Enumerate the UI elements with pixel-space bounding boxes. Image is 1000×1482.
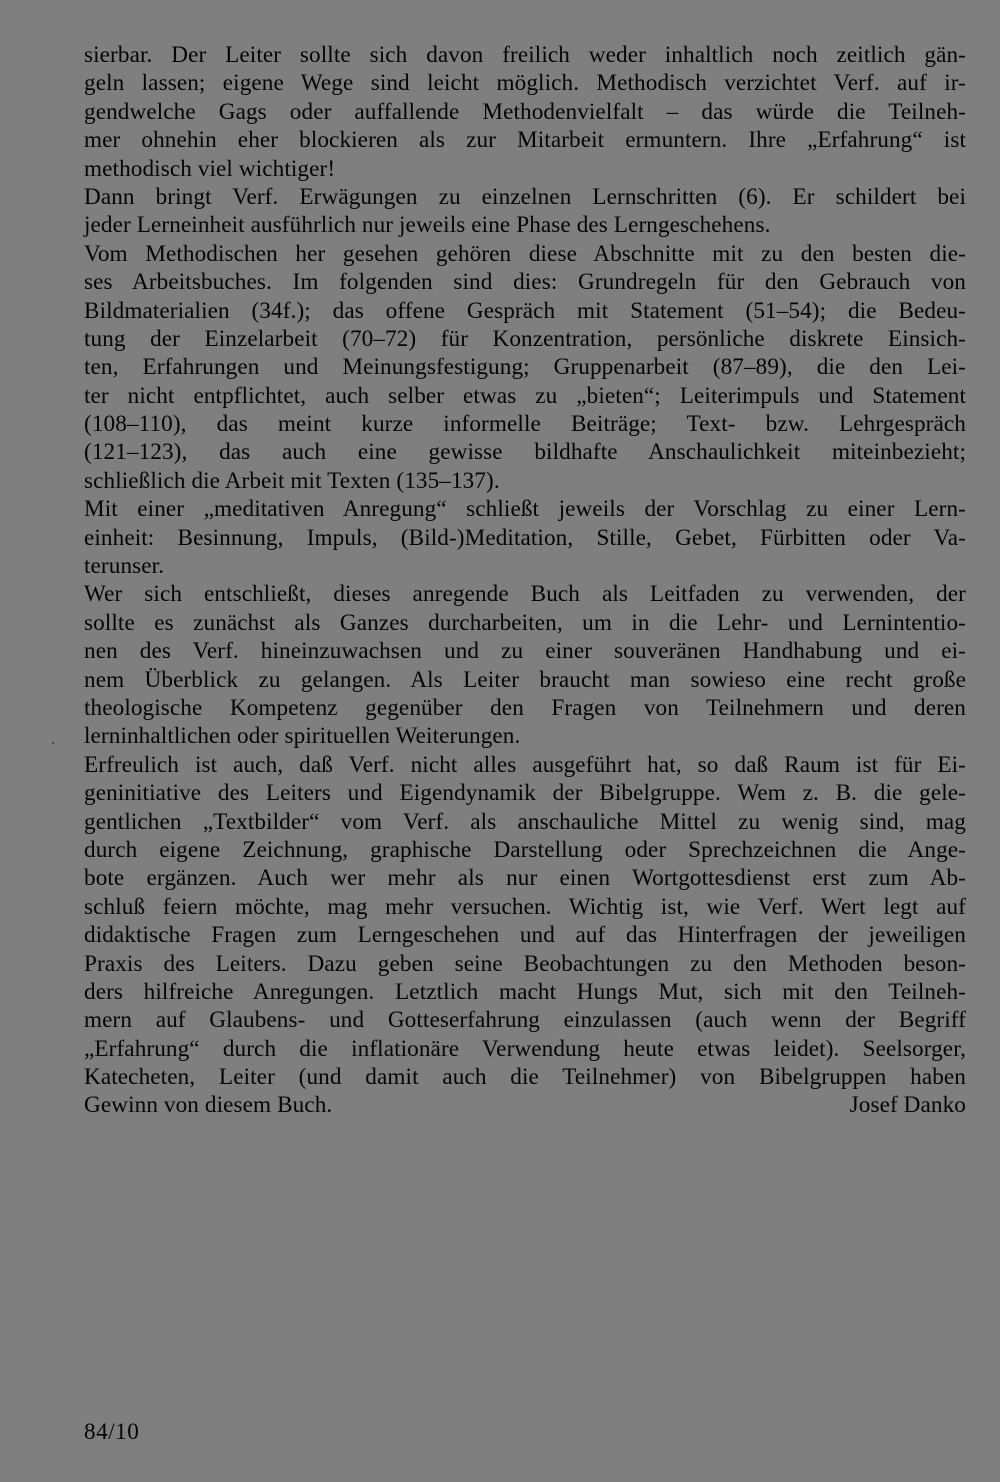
text-line: Praxis des Leiters. Dazu geben seine Beobachtungen zu den Methoden beson- [84,950,966,977]
text-line: schließlich die Arbeit mit Texten (135–137). [84,467,500,494]
author-signature: Josef Danko [849,1092,966,1119]
text-line: tung der Einzelarbeit (70–72) für Konzentration, persönliche diskrete Einsich- [84,325,966,352]
text-line: gentlichen „Textbilder“ vom Verf. als anschauliche Mittel zu wenig sind, mag [84,808,966,835]
page-number: 84/10 [84,1419,140,1445]
text-line: Dann bringt Verf. Erwägungen zu einzelnen Lernschritten (6). Er schildert bei [84,183,966,210]
text-line: nem Überblick zu gelangen. Als Leiter braucht man sowieso eine recht große [84,666,966,693]
text-line: bote ergänzen. Auch wer mehr als nur einen Wortgottesdienst erst zum Ab- [84,865,966,892]
text-line: Vom Methodischen her gesehen gehören diese Abschnitte mit zu den besten die- [84,240,966,267]
text-line: sollte es zunächst als Ganzes durcharbeiten, um in die Lehr- und Lernintentio- [84,609,966,636]
closing-text: Gewinn von diesem Buch. [84,1092,333,1119]
text-line: mer ohnehin eher blockieren als zur Mitarbeit ermuntern. Ihre „Erfahrung“ ist [84,127,966,154]
text-line: ter nicht entpflichtet, auch selber etwas zu „bieten“; Leiterimpuls und Statement [84,382,966,409]
text-line: terunser. [84,553,165,580]
text-line: Katecheten, Leiter (und damit auch die Teilnehmer) von Bibelgruppen haben [84,1064,966,1091]
scan-speck [52,742,54,744]
text-line: Wer sich entschließt, dieses anregende Buch als Leitfaden zu verwenden, der [84,581,966,608]
text-line: geninitiative des Leiters und Eigendynamik der Bibelgruppe. Wem z. B. die gele- [84,780,966,807]
text-line: „Erfahrung“ durch die inflationäre Verwendung heute etwas leidet). Seelsorger, [84,1035,966,1062]
text-line: (121–123), das auch eine gewisse bildhafte Anschaulichkeit miteinbezieht; [84,439,966,466]
text-line: sierbar. Der Leiter sollte sich davon freilich weder inhaltlich noch zeitlich gän- [84,42,966,68]
text-line: ses Arbeitsbuches. Im folgenden sind dies: Grundregeln für den Gebrauch von [84,269,966,296]
text-line: schluß feiern möchte, mag mehr versuchen. Wichtig ist, wie Verf. Wert legt auf [84,893,966,920]
text-line: ders hilfreiche Anregungen. Letztlich macht Hungs Mut, sich mit den Teilneh- [84,978,966,1005]
article-body [84,41,966,1120]
text-line: Mit einer „meditativen Anregung“ schließt jeweils der Vorschlag zu einer Lern- [84,496,966,523]
text-line: gendwelche Gags oder auffallende Methodenvielfalt – das würde die Teilneh- [84,98,966,125]
text-line: jeder Lerneinheit ausführlich nur jeweils eine Phase des Lerngeschehens. [84,212,771,239]
text-line: Bildmaterialien (34f.); das offene Gespräch mit Statement (51–54); die Bedeu- [84,297,966,324]
text-line: durch eigene Zeichnung, graphische Darstellung oder Sprechzeichnen die Ange- [84,836,966,863]
text-line: mern auf Glaubens- und Gotteserfahrung einzulassen (auch wenn der Begriff [84,1007,966,1034]
text-line: lerninhaltlichen oder spirituellen Weiterungen. [84,723,521,750]
closing-line [84,1091,966,1119]
text-line: (108–110), das meint kurze informelle Beiträge; Text- bzw. Lehrgespräch [84,411,966,438]
text-line: theologische Kompetenz gegenüber den Fragen von Teilnehmern und deren [84,694,966,721]
text-line: nen des Verf. hineinzuwachsen und zu einer souveränen Handhabung und ei- [84,638,966,665]
text-line: didaktische Fragen zum Lerngeschehen und auf das Hinterfragen der jeweiligen [84,922,966,949]
text-line: geln lassen; eigene Wege sind leicht möglich. Methodisch verzichtet Verf. auf ir- [84,70,966,97]
text-line: methodisch viel wichtiger! [84,155,336,182]
text-line: einheit: Besinnung, Impuls, (Bild-)Meditation, Stille, Gebet, Fürbitten oder Va- [84,524,966,551]
text-line: ten, Erfahrungen und Meinungsfestigung; Gruppenarbeit (87–89), die den Lei- [84,354,966,381]
text-line: Erfreulich ist auch, daß Verf. nicht alles ausgeführt hat, so daß Raum ist für Ei- [84,751,966,778]
